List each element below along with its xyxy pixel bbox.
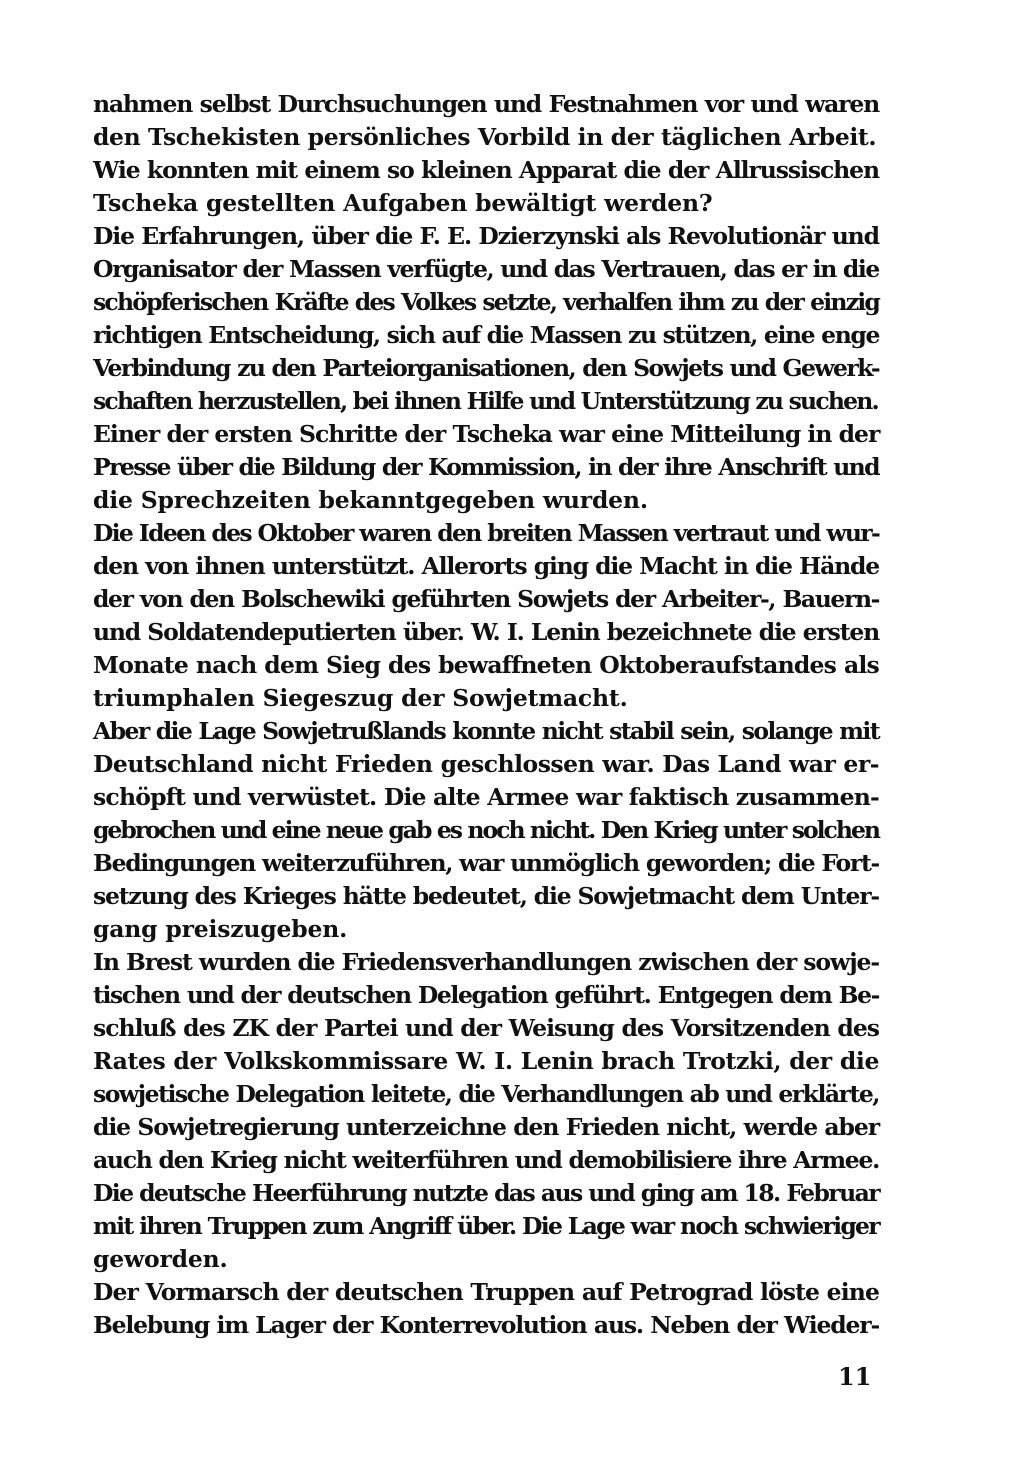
text-line: gebrochen und eine neue gab es noch nicht. Den Krieg unter solchen xyxy=(93,816,879,844)
text-line: Organisator der Massen verfügte, und das Vertrauen, das er in die xyxy=(93,255,879,283)
text-line: schluß des ZK der Partei und der Weisung des Vorsitzenden des xyxy=(93,1014,879,1042)
text-line: gang preiszugeben. xyxy=(93,915,348,943)
text-line: auch den Krieg nicht weiterführen und demobilisiere ihre Armee. xyxy=(93,1146,879,1174)
text-line: Deutschland nicht Frieden geschlossen war. Das Land war er- xyxy=(93,750,879,778)
text-line: Aber die Lage Sowjetrußlands konnte nicht stabil sein, solange mit xyxy=(93,717,879,745)
text-line: triumphalen Siegeszug der Sowjetmacht. xyxy=(93,684,628,712)
text-line: richtigen Entscheidung, sich auf die Massen zu stützen, eine enge xyxy=(93,321,879,349)
text-line: Die deutsche Heerführung nutzte das aus und ging am 18. Februar xyxy=(93,1179,879,1207)
text-line: und Soldatendeputierten über. W. I. Lenin bezeichnete die ersten xyxy=(93,618,879,646)
text-line: Der Vormarsch der deutschen Truppen auf Petrograd löste eine xyxy=(93,1278,879,1306)
text-line: Presse über die Bildung der Kommission, in der ihre Anschrift und xyxy=(93,453,879,481)
page-number: 11 xyxy=(838,1362,872,1391)
text-line: Bedingungen weiterzuführen, war unmöglich geworden; die Fort- xyxy=(93,849,879,877)
text-line: die Sowjetregierung unterzeichne den Frieden nicht, werde aber xyxy=(93,1113,879,1141)
text-line: In Brest wurden die Friedensverhandlungen zwischen der sowje- xyxy=(93,948,879,976)
text-line: Wie konnten mit einem so kleinen Apparat die der Allrussischen xyxy=(93,156,879,184)
text-line: den von ihnen unterstützt. Allerorts ging die Macht in die Hände xyxy=(93,552,879,580)
text-line: schöpferischen Kräfte des Volkes setzte, verhalfen ihm zu der einzig xyxy=(93,288,879,316)
text-line: Belebung im Lager der Konterrevolution aus. Neben der Wieder- xyxy=(93,1311,879,1339)
text-line: den Tschekisten persönliches Vorbild in der täglichen Arbeit. xyxy=(93,123,877,151)
text-line: sowjetische Delegation leitete, die Verhandlungen ab und erklärte, xyxy=(93,1080,879,1108)
text-line: der von den Bolschewiki geführten Sowjets der Arbeiter-, Bauern- xyxy=(93,585,879,613)
text-line: nahmen selbst Durchsuchungen und Festnahmen vor und waren xyxy=(93,90,879,118)
text-line: Die Erfahrungen, über die F. E. Dzierzynski als Revolutionär und xyxy=(93,222,879,250)
text-line: mit ihren Truppen zum Angriff über. Die Lage war noch schwieriger xyxy=(93,1212,879,1240)
text-line: tischen und der deutschen Delegation geführt. Entgegen dem Be- xyxy=(93,981,879,1009)
text-line: setzung des Krieges hätte bedeutet, die Sowjetmacht dem Unter- xyxy=(93,882,879,910)
text-line: Die Ideen des Oktober waren den breiten Massen vertraut und wur- xyxy=(93,519,879,547)
text-line: geworden. xyxy=(93,1245,228,1273)
text-line: Einer der ersten Schritte der Tscheka war eine Mitteilung in der xyxy=(93,420,880,448)
text-line: Rates der Volkskommissare W. I. Lenin brach Trotzki, der die xyxy=(93,1047,879,1075)
text-line: Verbindung zu den Parteiorganisationen, den Sowjets und Gewerk- xyxy=(93,354,879,382)
text-line: Tscheka gestellten Aufgaben bewältigt werden? xyxy=(93,189,713,217)
body-text xyxy=(93,88,879,1342)
text-line: schöpft und verwüstet. Die alte Armee war faktisch zusammen- xyxy=(93,783,879,811)
text-line: schaften herzustellen, bei ihnen Hilfe und Unterstützung zu suchen. xyxy=(93,387,878,415)
text-line: Monate nach dem Sieg des bewaffneten Oktoberaufstandes als xyxy=(93,651,879,679)
text-line: die Sprechzeiten bekanntgegeben wurden. xyxy=(93,486,648,514)
